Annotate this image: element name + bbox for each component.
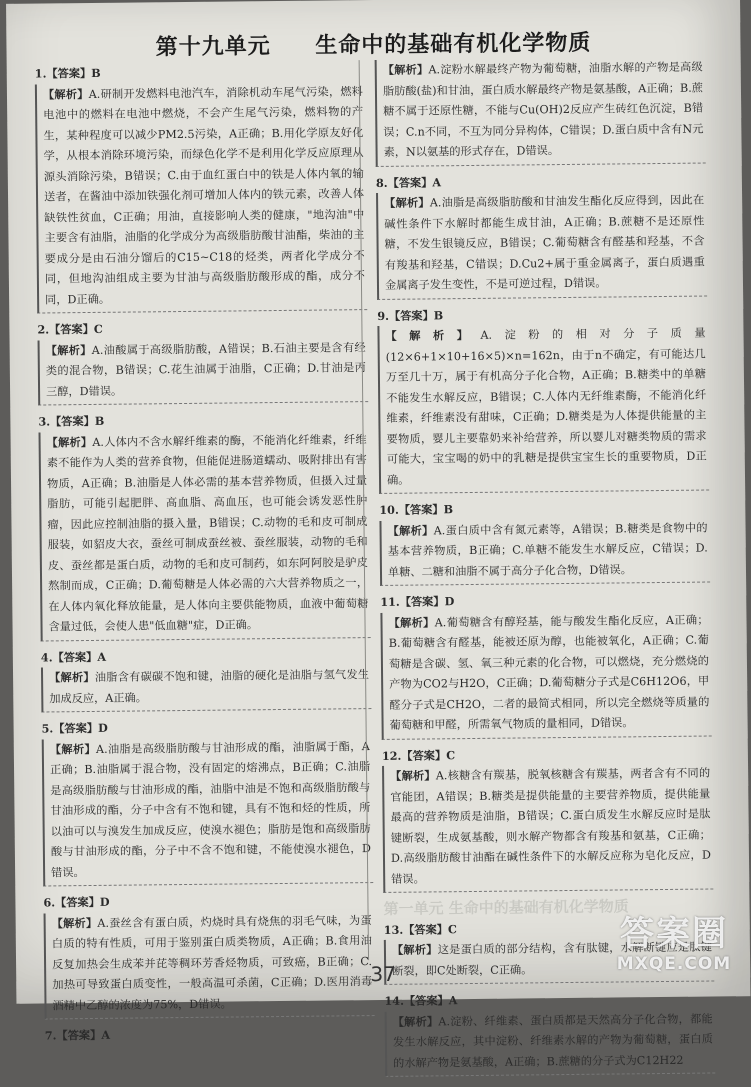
watermark-logo (614, 914, 734, 988)
question-number: 1. (34, 66, 47, 81)
question-number: 6. (43, 895, 56, 910)
question-number: 3. (38, 414, 51, 429)
analysis-label: 【解析】 (49, 669, 95, 685)
analysis-block (39, 429, 371, 641)
question-number: 13. (383, 922, 404, 937)
analysis-text: A.蚕丝含有蛋白质，灼烧时具有烧焦的羽毛气味，为蛋白质的特有性质，可用于鉴别蛋白质类物质，A正确；B.食用油反复加热会生成苯并芘等稠环芳香烃物质，可致癌，B正确；C.加热可导致蛋白质变性，一般高温可杀菌，C正确；D.医用消毒酒精中乙醇的浓度为75%，D错误。 (51, 913, 373, 1012)
answer-label: 【答案】 (50, 413, 95, 429)
answer-item (41, 644, 372, 713)
analysis-text: 这是蛋白质的部分结构，含有肽键，水解断键应是肽键断裂，即C处断裂，C正确。 (392, 940, 712, 978)
analysis-label: 【解析】 (392, 1013, 439, 1029)
question-number: 12. (381, 748, 402, 763)
analysis-text: A.蛋白质中含有氮元素等，A错误；B.糖类是食物中的基本营养物质，B正确；C.单糖不能发生水解反应，C错误；D.单糖、二糖和油脂不属于高分子化合物，D错误。 (387, 521, 708, 579)
answer-item (377, 302, 709, 494)
answer-item (376, 169, 707, 299)
analysis-text: A.淀粉水解最终产物为葡萄糖，油脂水解的产物是高级脂肪酸(盐)和甘油，蛋白质水解最终产物是氨基酸，A正确；B.蔗糖不属于还原性糖，不能与Cu(OH)2反应产生砖红色沉淀，B错误；C.n不同，不互为同分异构体，C错误；D.蛋白质中含有N元素，N以氨基的形式存在，D错误。 (382, 60, 704, 159)
answer-label: 【答案】 (403, 921, 449, 937)
answer-value: A (101, 1027, 111, 1042)
analysis-label: 【解析】 (385, 327, 481, 343)
left-column (35, 60, 375, 1052)
answer-item (384, 987, 715, 1076)
question-number: 11. (380, 594, 400, 609)
analysis-block (377, 323, 709, 494)
answer-value: D (444, 594, 455, 609)
answer-label: 【答案】 (398, 502, 444, 517)
question-number: 4. (40, 649, 53, 665)
analysis-text: A.油脂是高级脂肪酸与甘油形成的酯，油脂属于酯，A正确；B.油脂属于混合物，没有固定的熔沸点，B正确；C.油脂是高级脂肪酸与甘油形成的酯，油脂中油是不饱和高级脂肪酸与甘油形成的酯，分子中含有不饱和键，具有不饱和烃的性质，所以油可以与溴发生加成反应，使溴水褪色；脂肪是饱和高级脂肪酸与甘油形成的酯，分子中不含不饱和键，不能使溴水褪色，D错误。 (49, 739, 371, 879)
question-number: 10. (379, 502, 399, 517)
question-number: 2. (37, 322, 50, 337)
answer-label: 【答案】 (56, 1027, 102, 1043)
watermark-line2: MXQE.COM (616, 954, 732, 974)
answer-value: C (447, 921, 457, 936)
unit-label: 第十九单元 (155, 33, 271, 61)
answer-item (43, 889, 374, 1019)
analysis-block (382, 762, 713, 892)
analysis-block (35, 81, 367, 314)
answer-item (382, 742, 714, 893)
document-page (6, 0, 750, 1070)
answer-value: B (91, 65, 101, 80)
analysis-label: 【解析】 (388, 614, 435, 630)
answer-value: A (97, 649, 107, 664)
question-number: 5. (41, 721, 54, 736)
answer-line (45, 1022, 375, 1046)
answer-value: B (433, 307, 444, 322)
answer-value: B (94, 413, 105, 428)
analysis-text: A.葡萄糖含有醇羟基，能与酸发生酯化反应，A正确；B.葡萄糖含有醛基，能被还原为醇，也能被氧化，A正确；C.葡萄糖是含碳、氢、氧三种元素的化合物，可以燃烧，充分燃烧的产物为CO2与H2O，C正确；D.葡萄糖分子式是C6H12O6，甲醛分子式是CH2O，二者的最简式相同，所以完全燃烧等质量的葡萄糖和甲醛，所需氧气物质的量相同，D错误。 (388, 613, 710, 732)
question-number: 9. (377, 308, 390, 323)
page-number: 37 (370, 961, 397, 987)
analysis-block (38, 337, 369, 406)
answer-item (380, 589, 712, 740)
analysis-text: A.淀粉的相对分子质量(12×6+1×10+16×5)×n=162n，由于n不确定，有可能达几万至几十万，属于有机高分子化合物，A正确；B.糖类中的单糖不能发生水解反应，B错误；C.人体内无纤维素酶，不能消化纤维素，纤维素没有甜味，C正确；D.糖类是为人体提供能量的主要物质，婴儿主要靠奶来补给营养，所以婴儿对糖类物质的需求可能大，宝宝喝的奶中的乳糖是提供宝宝生长的重要物质，D正确。 (385, 326, 707, 487)
answer-label: 【答案】 (388, 307, 434, 323)
analysis-text: A.油酸属于高级脂肪酸，A错误；B.石油主要是含有经类的混合物，B错误；C.花生油属于油脂，C正确；D.甘油是丙三醇，D错误。 (45, 340, 366, 398)
answer-label: 【答案】 (53, 720, 99, 736)
bleed-through-heading: 第一单元 生命中的基础有机化学物质 (383, 897, 629, 918)
analysis-block (379, 517, 710, 586)
analysis-label: 【解析】 (46, 434, 93, 449)
answer-label: 【答案】 (46, 65, 92, 81)
answer-item (42, 715, 374, 886)
analysis-label: 【解析】 (390, 768, 436, 783)
answer-label: 【答案】 (403, 993, 449, 1008)
analysis-text: A.研制开发燃料电池汽车，消除机动车尾气污染，燃料电池中的燃料在电池中燃烧，不会产生尾气污染，燃料物的产生，某种程度可以减少PM2.5污染，A正确；B.用化学原友好化学，从根本消除环境污染，而绿色化学不是利用化学反应原理从源头消除污染，B错误；C.由于血红蛋白中的铁是人体内氧的输送者，在酱油中添加铁强化剂可增加人体内的铁元素，改善人体缺铁性贫血，C正确；用油，直接影响人类的健康，"地沟油"中主要含有油脂，油脂的化学成分为高级脂肪酸甘油酯，柴油的主要成分是由石油分馏后的C15~C18的烃类，两者化学成分不同，但地沟油组成主要为甘油与高级脂肪酸形成的酯，成分不同，D正确。 (43, 84, 365, 306)
answer-item (37, 316, 368, 405)
answer-value: A (432, 174, 442, 189)
answer-label: 【答案】 (387, 174, 433, 190)
answer-value: C (93, 321, 103, 336)
analysis-text: A.核糖含有羰基，脱氧核糖含有羰基，两者含有不同的官能团，A错误；B.糖类是提供能量的主要营养物质，提供能量最高的营养物质是油脂，B错误；C.蛋白质发生水解反应时是肽键断裂，生成氨基酸，则水解产物都含有羧基和氨基，C正确；D.高级脂肪酸甘油酯在碱性条件下的水解反应称为皂化反应，D错误。 (390, 766, 712, 886)
analysis-label: 【解析】 (49, 741, 97, 756)
analysis-text: A.油脂是高级脂肪酸和甘油发生酯化反应得到，因此在碱性条件下水解时都能生成甘油，A正确；B.蔗糖不是还原性糖，不发生银镜反应，B错误；C.葡萄糖含有醛基和羟基，不含有羧基和羟基，C错误；D.Cu2+属于重金属离子，蛋白质遇重金属离子发生变性，不是可逆过程，D错误。 (384, 193, 705, 292)
answer-value: D (97, 720, 108, 735)
answer-item (45, 1022, 375, 1046)
answer-value: A (448, 993, 458, 1008)
analysis-label: 【解析】 (387, 522, 434, 538)
answer-item (38, 408, 370, 641)
analysis-block (42, 736, 374, 887)
analysis-label: 【解析】 (384, 195, 430, 210)
analysis-label: 【解析】 (391, 942, 438, 957)
analysis-block (376, 190, 707, 300)
analysis-block (385, 1008, 716, 1077)
question-number: 14. (384, 993, 405, 1008)
answer-label: 【答案】 (55, 894, 100, 910)
answer-item (379, 497, 710, 586)
answer-label: 【答案】 (399, 594, 445, 609)
answer-value: D (99, 894, 110, 909)
answer-item (35, 60, 368, 313)
answer-label: 【答案】 (49, 321, 94, 337)
topic-label: 生命中的基础有机化学物质 (315, 29, 592, 59)
analysis-label: 【解析】 (42, 86, 89, 101)
answer-value: B (443, 502, 454, 517)
question-number: 8. (375, 175, 388, 190)
answer-value: C (446, 747, 456, 762)
analysis-label: 【解析】 (51, 915, 98, 930)
answer-item (375, 57, 706, 167)
analysis-block (375, 57, 706, 167)
analysis-block (41, 664, 371, 712)
analysis-text: 油脂含有碳碳不饱和键，油脂的硬化是油脂与氢气发生加成反应，A正确。 (49, 668, 370, 705)
question-number: 7. (44, 1028, 57, 1043)
analysis-label: 【解析】 (382, 62, 429, 77)
answer-label: 【答案】 (401, 747, 447, 763)
answer-label: 【答案】 (52, 649, 98, 664)
analysis-text: A.人体内不含水解纤维素的酶，不能消化纤维素，纤维素不能作为人类的营养食物，但能促进肠道蠕动、吸附排出有害物质，A正确；B.油脂是人体必需的基本营养物质，但摄入过量脂肪，可能引起肥胖、高血脂、高血压，也可能会诱发恶性肿瘤，因此应控制油脂的摄入量，B错误；C.动物的毛和皮可制成服装，如貂皮大衣，蚕丝可制成蚕丝被、蚕丝服装，动物的毛和皮、蚕丝都是蛋白质，动物的毛和皮可制药，如东阿阿胶是驴皮熬制而成，C正确；D.葡萄糖是人体必需的六大营养物质之一，在人体内氧化释放能量，是人体向主要供能物质，血液中葡萄糖含量过低，会使人患"低血糖"症，D正确。 (46, 432, 369, 634)
analysis-block (380, 609, 711, 739)
analysis-text: A.淀粉、纤维素、蛋白质都是天然高分子化合物，都能发生水解反应，其中淀粉、纤维素水解的产物为葡萄糖，蛋白质的水解产物是氨基酸，A正确；B.蔗糖的分子式为C12H22 (392, 1011, 713, 1070)
watermark-line1: 答案圈 (620, 914, 728, 954)
analysis-label: 【解析】 (45, 342, 92, 357)
